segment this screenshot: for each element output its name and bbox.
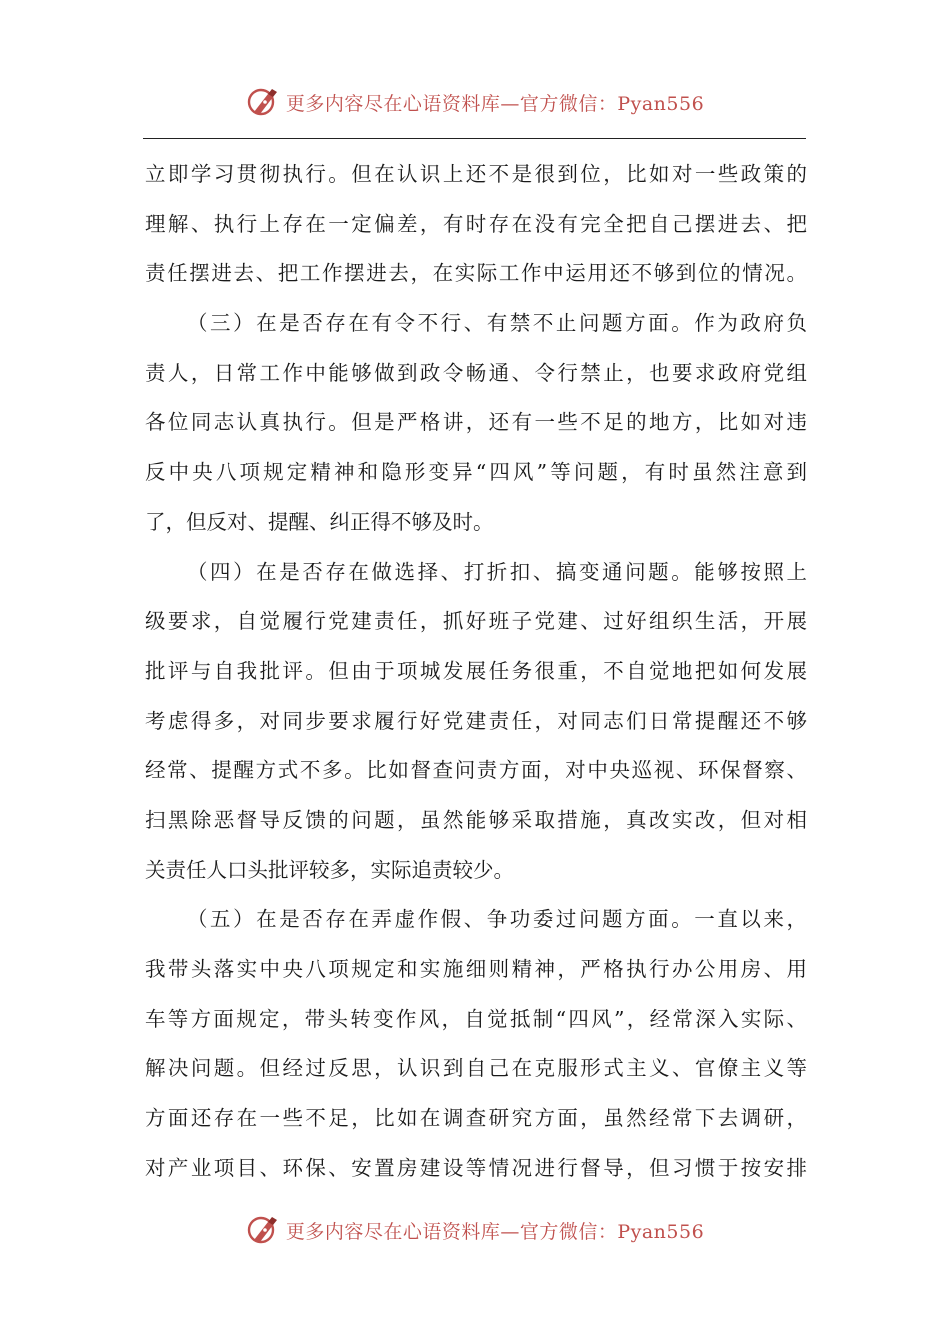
section-four-heading-line: （四）在是否存在做选择、打折扣、搞变通问题。能够按照上: [187, 559, 807, 584]
footer-banner: [0, 1210, 950, 1250]
body-line: 对产业项目、环保、安置房建设等情况进行督导，但习惯于按安排: [145, 1155, 807, 1180]
body-line: 经常、提醒方式不多。比如督查问责方面，对中央巡视、环保督察、: [145, 758, 807, 783]
section-three-heading-line: （三）在是否存在有令不行、有禁不止问题方面。作为政府负: [187, 311, 807, 336]
body-line: 反中央八项规定精神和隐形变异“四风”等问题，有时虽然注意到: [145, 460, 807, 485]
body-line: 了，但反对、提醒、纠正得不够及时。: [145, 509, 494, 534]
body-line: 考虑得多，对同步要求履行好党建责任，对同志们日常提醒还不够: [145, 708, 807, 733]
body-line: 解决问题。但经过反思，认识到自己在克服形式主义、官僚主义等: [145, 1056, 807, 1081]
body-line: 我带头落实中央八项规定和实施细则精神，严格执行办公用房、用: [145, 957, 807, 981]
section-five-heading-line: （五）在是否存在弄虚作假、争功委过问题方面。一直以来，: [187, 907, 807, 932]
body-line: 各位同志认真执行。但是严格讲，还有一些不足的地方，比如对违: [145, 410, 807, 435]
document-body: [145, 150, 807, 1193]
body-line: 级要求，自觉履行党建责任，抓好班子党建、过好组织生活，开展: [145, 609, 807, 634]
body-line: 立即学习贯彻执行。但在认识上还不是很到位，比如对一些政策的: [145, 162, 807, 186]
footer-banner-text: 更多内容尽在心语资料库—官方微信：Pyan556: [285, 1220, 705, 1243]
body-line: 车等方面规定，带头转变作风，自觉抵制“四风”，经常深入实际、: [145, 1006, 807, 1031]
body-line: 批评与自我批评。但由于项城发展任务很重，不自觉地把如何发展: [145, 658, 807, 683]
body-line: 责人，日常工作中能够做到政令畅通、令行禁止，也要求政府党组: [145, 360, 807, 385]
pen-nib-logo-icon: [246, 85, 280, 119]
pen-nib-logo-icon: [246, 1213, 280, 1247]
body-line: 关责任人口头批评较多，实际追责较少。: [145, 857, 514, 882]
header-banner: [0, 82, 950, 122]
body-line: 方面还存在一些不足，比如在调查研究方面，虽然经常下去调研，: [145, 1106, 807, 1131]
body-line: 责任摆进去、把工作摆进去，在实际工作中运用还不够到位的情况。: [145, 261, 807, 286]
body-line: 理解、执行上存在一定偏差，有时存在没有完全把自己摆进去、把: [145, 211, 807, 236]
header-divider: [143, 138, 806, 139]
header-banner-text: 更多内容尽在心语资料库—官方微信：Pyan556: [285, 92, 705, 115]
body-line: 扫黑除恶督导反馈的问题，虽然能够采取措施，真改实改，但对相: [145, 807, 807, 832]
